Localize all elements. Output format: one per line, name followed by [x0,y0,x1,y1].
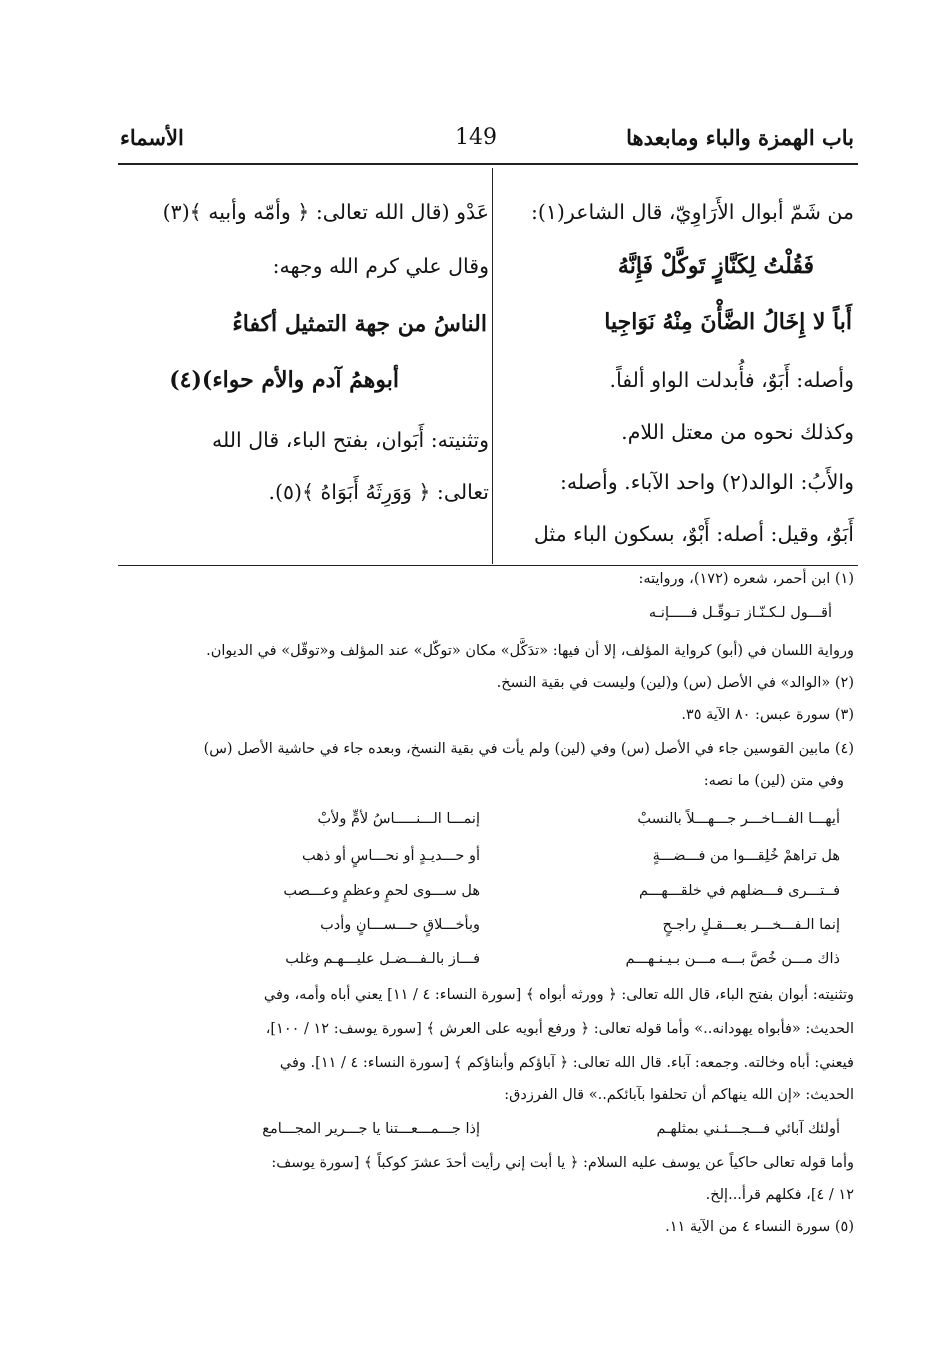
verse-first-half: أيهـــا الفـــاخـــر جـــهـــلاً بالنسبْ [637,811,840,827]
text-line: وقال علي كرم الله وجهه: [272,254,489,278]
footnote-text: ١٢ / ٤]، فكلهم قرأ...إلخ. [705,1187,854,1203]
verse-first-half: أولئك آبائي فـــجـــئـني بمثلهـم [656,1121,840,1137]
footnote-text: وتثنيته: أبوان بفتح الباء، قال الله تعالى: ﴿ وورثه أبواه ﴾ [سورة النساء: ٤ / ١١] يعني أباه وأمه، وفي [263,987,854,1003]
footnote-text: ورواية اللسان في (أبو) كرواية المؤلف، إلا أن فيها: «تدَكَّل» مكان «توكّل» عند المؤلف و«توقّل» في الديوان. [206,643,854,659]
verse-first-half: إنما الـفـــخـــر بعـــقـلٍ راجـحٍ [662,917,840,933]
verse-second-half: إنمـــا الـــنـــــاسُ لأمٍّ ولأبْ [317,811,480,827]
text-line: وأصله: أَبَوٌ، فأُبدلت الواو ألفاً. [609,368,854,392]
text-line: أَبَوٌ، وقيل: أصله: أَبْوٌ، بسكون الباء مثل [533,522,854,546]
verse-second-half: أو حـــديـدٍ أو نحـــاسٍ أو ذهب [302,848,480,864]
chapter-title: باب الهمزة والباء ومابعدها [626,125,854,150]
footnote-text: وفي متن (لين) ما نصه: [703,773,844,789]
poem-line: فَقُلْتُ لِكَنَّازٍ تَوكَّلْ فَإِنَّهُ [617,253,814,279]
footnote-text: وأما قوله تعالى حاكياً عن يوسف عليه السلام: ﴿ يا أبت إني رأيت أحدَ عشرَ كوكباً ﴾ [سورة يوسف: [271,1155,854,1171]
poem-line: أبوهمُ آدم والأم حواء)(٤) [169,367,399,393]
verse-second-half: إذا جـــمـــعـــتنا يا جـــرير المجـــامع [262,1121,480,1137]
footnote-rule [118,565,858,566]
text-line: من شَمّ أبوال الأَرَاوِيّ، قال الشاعر(١): [531,200,854,224]
footnote-4: (٤) مابين القوسين جاء في الأصل (س) وفي (لين) ولم يأت في بقية النسخ، وبعده جاء في حاشية الأصل (س) [203,741,854,757]
footnote-text: الحديث: «فأبواه يهودانه..» وأما قوله تعالى: ﴿ ورفع أبويه على العرش ﴾ [سورة يوسف: ١٢ / ١٠٠]، [265,1021,854,1037]
text-line: والأَبُ: الوالد(٢) واحد الآباء. وأصله: [559,470,854,494]
footnote-2: (٢) «الوالد» في الأصل (س) و(لين) وليست في بقية النسخ. [496,675,854,691]
footnote-3: (٣) سورة عبس: ٨٠ الآية ٣٥. [681,707,854,723]
section-title: الأسماء [120,125,184,150]
text-line: عَدْو (قال الله تعالى: ﴿ وأمّه وأبيه ﴾(٣) [162,200,489,224]
verse-first-half: ذاك مـــن خُصَّ بـــه مـــن بـيـنـهـــم [625,951,840,967]
footnote-5: (٥) سورة النساء ٤ من الآية ١١. [665,1219,854,1235]
footnote-verse: أقـــول لـكـنّـاز تـوقّـل فـــــإنـه [648,605,832,621]
verse-second-half: هل ســـوى لحمٍ وعظمٍ وعـــصب [283,883,480,899]
footnote-text: الحديث: «إن الله ينهاكم أن تحلفوا بآبائكم..» قال الفرزدق: [504,1087,854,1103]
verse-second-half: فـــاز بالـفـــضـل عليـــهـم وغلب [285,951,480,967]
footnote-1: (١) ابن أحمر، شعره (١٧٢)، وروايته: [638,571,854,587]
verse-second-half: وبأخـــلاقٍ حـــســـانٍ وأدب [320,917,480,933]
page-number: 149 [455,125,497,150]
text-line: وتثنيته: أَبَوان، بفتح الباء، قال الله [212,428,489,452]
column-divider [492,168,493,564]
poem-line: الناسُ من جهة التمثيل أكفاءُ [232,311,487,337]
poem-line: أَباً لا إِخَالُ الضَّأْنَ مِنْهُ نَوَاجِيا [604,309,852,335]
footnote-text: فيعني: أباه وخالته. وجمعه: آباء. قال الله تعالى: ﴿ آباؤكم وأبناؤكم ﴾ [سورة النساء: ٤ / ١١]. وفي [279,1055,854,1071]
text-line: وكذلك نحوه من معتل اللام. [621,420,854,444]
header-rule [118,163,858,165]
verse-first-half: فــتـــرى فـــضلهم في خلقـــهـــم [638,883,840,899]
verse-first-half: هل تراهمْ خُلِقـــوا من فـــضـــةٍ [652,848,840,864]
text-line: تعالى: ﴿ وَوَرِثَهُ أَبَوَاهُ ﴾(٥). [268,480,489,504]
